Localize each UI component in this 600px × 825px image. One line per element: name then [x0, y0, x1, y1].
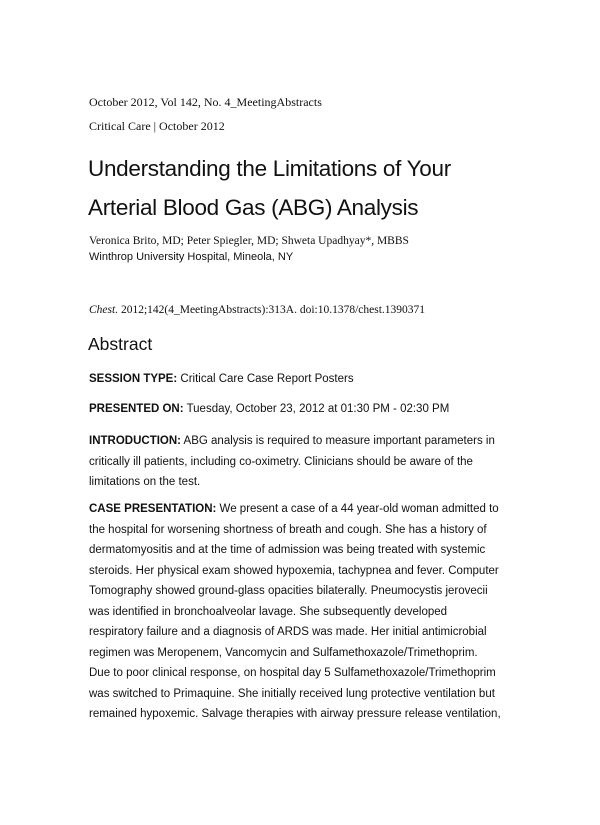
case-text-line: the hospital for worsening shortness of breath and cough. She has a history of [89, 523, 487, 536]
introduction-line [89, 431, 519, 452]
session-type-line [89, 369, 519, 390]
article-title [88, 149, 568, 227]
introduction-label: INTRODUCTION: [89, 435, 181, 447]
case-text-line: was switched to Primaquine. She initially received lung protective ventilation but [89, 687, 495, 700]
introduction-text-line: limitations on the test. [89, 476, 201, 488]
case-text-line: We present a case of a 44 year-old woman admitted to [216, 503, 499, 515]
presented-on-text: Tuesday, October 23, 2012 at 01:30 PM - 02:30 PM [183, 403, 450, 415]
introduction-text-line: ABG analysis is required to measure important parameters in [181, 435, 495, 447]
case-text-line: steroids. Her physical exam showed hypoxemia, tachypnea and fever. Computer [89, 564, 499, 577]
presented-on-paragraph [89, 399, 519, 420]
introduction-text-line: critically ill patients, including co-oximetry. Clinicians should be aware of the [89, 455, 473, 468]
case-text-line: Due to poor clinical response, on hospital day 5 Sulfamethoxazole/Trimethoprim [89, 667, 496, 679]
introduction-paragraph [89, 431, 519, 493]
author-list: Veronica Brito, MD; Peter Spiegler, MD; Shweta Upadhyay*, MBBS [89, 235, 409, 247]
citation-journal: Chest. [89, 304, 119, 316]
case-presentation-paragraph [89, 499, 519, 725]
case-presentation-line [89, 499, 519, 520]
title-line-2: Arterial Blood Gas (ABG) Analysis [88, 195, 419, 220]
session-type-paragraph [89, 369, 519, 390]
case-text-line: was identified in bronchoalveolar lavage. She subsequently developed [89, 605, 448, 618]
case-text-line: remained hypoxemic. Salvage therapies with airway pressure release ventilation, [89, 708, 501, 720]
citation-details: 2012;142(4_MeetingAbstracts):313A. doi:10.1378/chest.1390371 [118, 304, 426, 316]
presented-on-line [89, 399, 519, 420]
case-presentation-label: CASE PRESENTATION: [89, 503, 217, 515]
case-text-line: Tomography showed ground-glass opacities bilaterally. Pneumocystis jerovecii [89, 585, 488, 597]
issue-line: October 2012, Vol 142, No. 4_MeetingAbstracts [89, 95, 322, 109]
citation [89, 304, 425, 316]
affiliation: Winthrop University Hospital, Mineola, NY [89, 251, 294, 263]
case-text-line: regimen was Meropenem, Vancomycin and Sulfamethoxazole/Trimethoprim. [89, 646, 478, 659]
session-type-label: SESSION TYPE: [89, 373, 178, 385]
case-text-line: respiratory failure and a diagnosis of ARDS was made. Her initial antimicrobial [89, 626, 487, 638]
session-type-text: Critical Care Case Report Posters [177, 373, 354, 385]
title-line-1: Understanding the Limitations of Your [88, 156, 451, 181]
section-line: Critical Care | October 2012 [89, 119, 225, 133]
case-text-line: dermatomyositis and at the time of admission was being treated with systemic [89, 544, 486, 556]
abstract-heading: Abstract [88, 334, 153, 354]
presented-on-label: PRESENTED ON: [89, 403, 184, 415]
